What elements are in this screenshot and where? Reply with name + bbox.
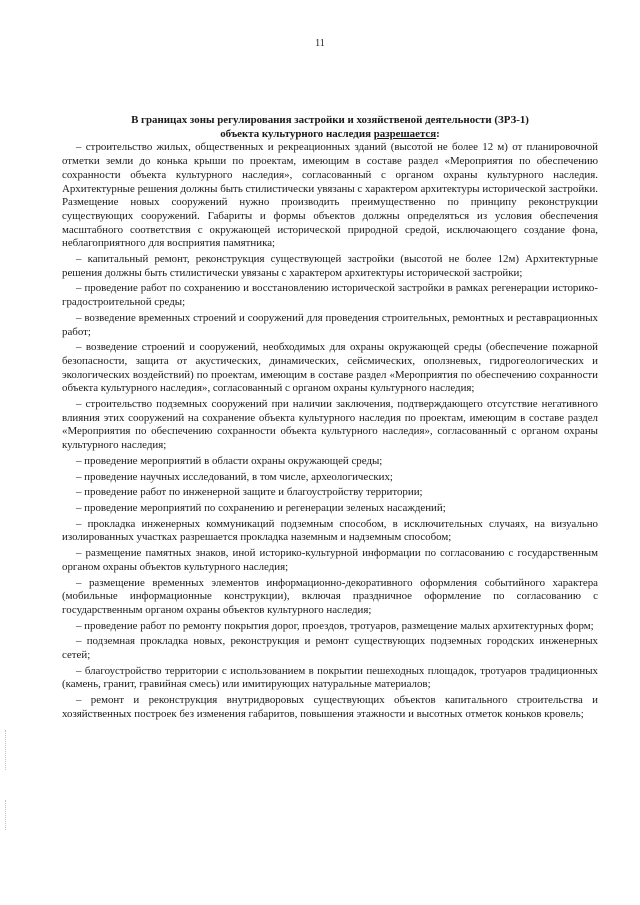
list-item: – размещение временных элементов информационно-декоративного оформления событийного характера (мобильные информационные конструкции), включая праздничное оформление по согласованию с государственным органом охраны объектов культурного наследия; — [62, 576, 598, 616]
scan-margin-mark — [5, 800, 6, 830]
heading-line-2-prefix: объекта культурного наследия — [220, 127, 374, 140]
list-item: – проведение работ по инженерной защите и благоустройству территории; — [76, 486, 423, 499]
list-item: – строительство жилых, общественных и рекреационных зданий (высотой не более 12 м) от планировочной отметки земли до конька крыши по проектам, имеющим в составе раздел «Мероприятия по обеспечению сохранности объекта культурного наследия», согласованный с органом охраны культурного наследия. Архитектурные решения должны быть стилистически увязаны с характером архитектуры исторической застройки. Размещение новых сооружений нужно производить преимущественно по принципу реконструкции существующих сооружений. Габариты и формы объектов должны определяться из условия обеспечения масштабного соответствия с окружающей исторической природной средой, исключающего создание фона, неблагоприятного для восприятия памятника; — [62, 141, 598, 250]
page-number: 11 — [315, 38, 325, 49]
list-item: – благоустройство территории с использованием в покрытии пешеходных площадок, тротуаров традиционных (камень, гранит, гравийная смесь) или имитирующих натуральные материалов; — [62, 664, 598, 691]
heading-line-1: В границах зоны регулирования застройки и хозяйственой деятельности (ЗРЗ-1) — [131, 114, 529, 126]
list-item: – проведение научных исследований, в том числе, археологических; — [76, 470, 393, 483]
list-item: – возведение строений и сооружений, необходимых для охраны окружающей среды (обеспечение пожарной безопасности, защита от акустических, динамических, сейсмических, оползневых, гидрогеологических и экологических воздействий) по проектам, имеющим в составе раздел «Мероприятия по обеспечению сохранности объекта культурного наследия», согласованный с органом охраны культурного наследия; — [62, 341, 598, 395]
heading-underlined-word: разрешается — [373, 127, 437, 140]
list-item: – размещение памятных знаков, иной историко-культурной информации по согласованию с государственным органом охраны объектов культурного наследия; — [62, 547, 598, 573]
list-item: – строительство подземных сооружений при наличии заключения, подтверждающего отсутствие негативного влияния этих сооружений на сохранение объекта культурного наследия по проектам, имеющим в составе раздел «Мероприятия по обеспечению сохранности объекта культурного наследия», согласованный с органом охраны культурного наследия; — [62, 398, 598, 452]
document-body — [62, 114, 598, 722]
list-item: – капитальный ремонт, реконструкция существующей застройки (высотой не более 12м) Архитектурные решения должны быть стилистически увязаны с характером архитектуры исторической застройки; — [62, 253, 598, 279]
list-item: – проведение мероприятий в области охраны окружающей среды; — [76, 454, 383, 467]
scan-margin-mark — [5, 730, 6, 770]
list-item: – проведение работ по ремонту покрытия дорог, проездов, тротуаров, размещение малых архитектурных форм; — [76, 619, 594, 632]
list-item: – ремонт и реконструкция внутридворовых существующих объектов капитального строительства и хозяйственных построек без изменения габаритов, повышения этажности и высотных отметок коньков кровель; — [62, 694, 598, 720]
section-heading — [62, 114, 598, 141]
list-item: – проведение мероприятий по сохранению и регенерации зеленых насаждений; — [76, 501, 446, 514]
heading-line-2-suffix: : — [436, 127, 440, 140]
list-item: – прокладка инженерных коммуникаций подземным способом, в исключительных случаях, на визуально изолированных участках разрешается прокладка наземным и надземным способом; — [62, 517, 598, 544]
list-item: – подземная прокладка новых, реконструкция и ремонт существующих подземных городских инженерных сетей; — [62, 635, 598, 662]
list-item: – возведение временных строений и сооружений для проведения строительных, ремонтных и реставрационных работ; — [62, 311, 598, 338]
list-item: – проведение работ по сохранению и восстановлению исторической застройки в рамках регенерации историко-градостроительной среды; — [62, 282, 598, 309]
